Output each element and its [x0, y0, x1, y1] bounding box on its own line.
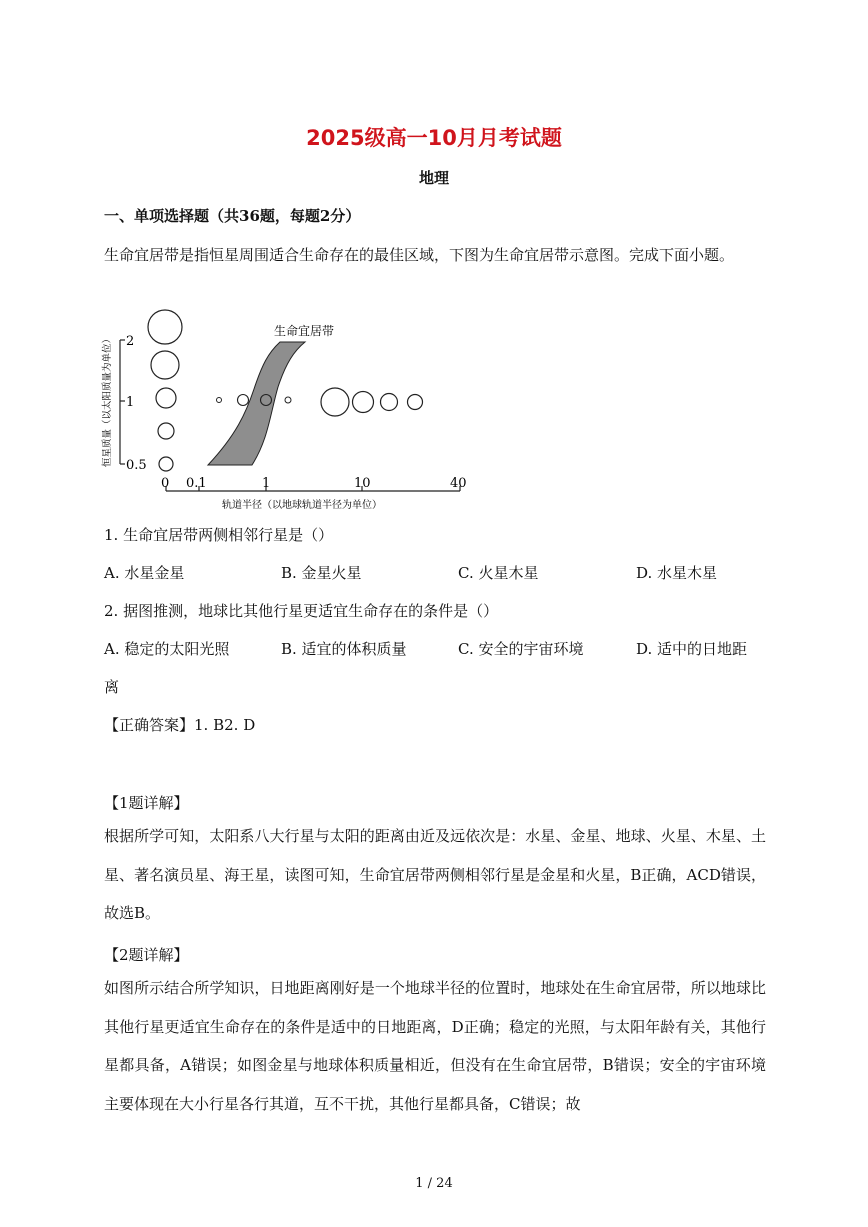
page-number: 1 / 24: [415, 1176, 453, 1191]
y-tick-label: 2: [126, 334, 135, 349]
x-tick-label: 1: [262, 476, 271, 491]
x-tick-label: 0: [161, 476, 170, 491]
intro-text: 生命宜居带是指恒星周围适合生命存在的最佳区域，下图为生命宜居带示意图。完成下面小题。: [104, 246, 735, 264]
habitable-zone-figure: [98, 305, 478, 515]
question-2-stem: 2. 据图推测，地球比其他行星更适宜生命存在的条件是（）: [104, 602, 499, 620]
explanation-1-heading: 【1题详解】: [104, 794, 189, 812]
planet-circle: [381, 394, 398, 411]
planet-circle: [321, 388, 349, 416]
explanation-2-text: 如图所示结合所学知识，日地距离刚好是一个地球半径的位置时，地球处在生命宜居带，所以地球比其他行星更适宜生命存在的条件是适中的日地距离，D正确；稳定的光照，与太阳年龄有关，其他行星都具备，A错误；如图金星与地球体积质量相近，但没有在生命宜居带，B错误；安全的宇宙环境主要体现在大小行星各行其道，互不干扰，其他行星都具备，C错误；故: [104, 979, 766, 1113]
y-axis-label: 恒星质量（以太阳质量为单位）: [102, 333, 113, 467]
x-axis-label: 轨道半径（以地球轨道半径为单位）: [222, 500, 382, 511]
habitable-zone-band: [208, 342, 305, 465]
star-circle: [148, 310, 182, 344]
star-circle: [156, 388, 176, 408]
section-heading: 一、单项选择题（共36题，每题2分）: [104, 207, 361, 225]
answer-line: [104, 714, 255, 735]
x-tick-label: 40: [450, 476, 467, 491]
subject-heading: 地理: [418, 169, 449, 187]
explanation-1-text: 根据所学可知，太阳系八大行星与太阳的距离由近及远依次是：水星、金星、地球、火星、木星、土星、著名演员星、海王星，读图可知，生命宜居带两侧相邻行星是金星和火星，B正确，ACD错误，故选B。: [104, 827, 766, 922]
planet-circle: [408, 395, 423, 410]
star-circle: [151, 351, 179, 379]
question-1-option-d[interactable]: D. 水星木星: [636, 564, 718, 582]
planet-circle: [238, 395, 249, 406]
question-1-option-c[interactable]: C. 火星木星: [458, 564, 539, 582]
planet-circle: [353, 392, 374, 413]
y-tick-label: 0.5: [126, 458, 147, 473]
question-1-option-a[interactable]: A. 水星金星: [104, 564, 185, 582]
planet-circle: [285, 397, 291, 403]
y-tick-label: 1: [126, 395, 135, 410]
answer-label: 【正确答案】: [104, 716, 195, 734]
exam-title: 2025级高一10月月考试题: [306, 126, 562, 150]
explanation-2-heading: 【2题详解】: [104, 946, 189, 964]
answer-value: 1. B2. D: [194, 716, 256, 734]
question-2-option-c[interactable]: C. 安全的宇宙环境: [458, 640, 584, 658]
x-tick-label: 10: [354, 476, 371, 491]
band-label: 生命宜居带: [274, 324, 335, 338]
star-circle: [158, 423, 174, 439]
question-2-option-d[interactable]: D. 适中的日地距: [636, 640, 748, 658]
question-1-stem: 1. 生命宜居带两侧相邻行星是（）: [104, 526, 334, 544]
x-tick-label: 0.1: [186, 476, 207, 491]
question-2-option-d-wrap: 离: [104, 678, 120, 696]
question-2-option-b[interactable]: B. 适宜的体积质量: [281, 640, 407, 658]
question-1-option-b[interactable]: B. 金星火星: [281, 564, 362, 582]
question-2-option-a[interactable]: A. 稳定的太阳光照: [104, 640, 230, 658]
star-circle: [159, 457, 173, 471]
planet-circle: [217, 398, 222, 403]
